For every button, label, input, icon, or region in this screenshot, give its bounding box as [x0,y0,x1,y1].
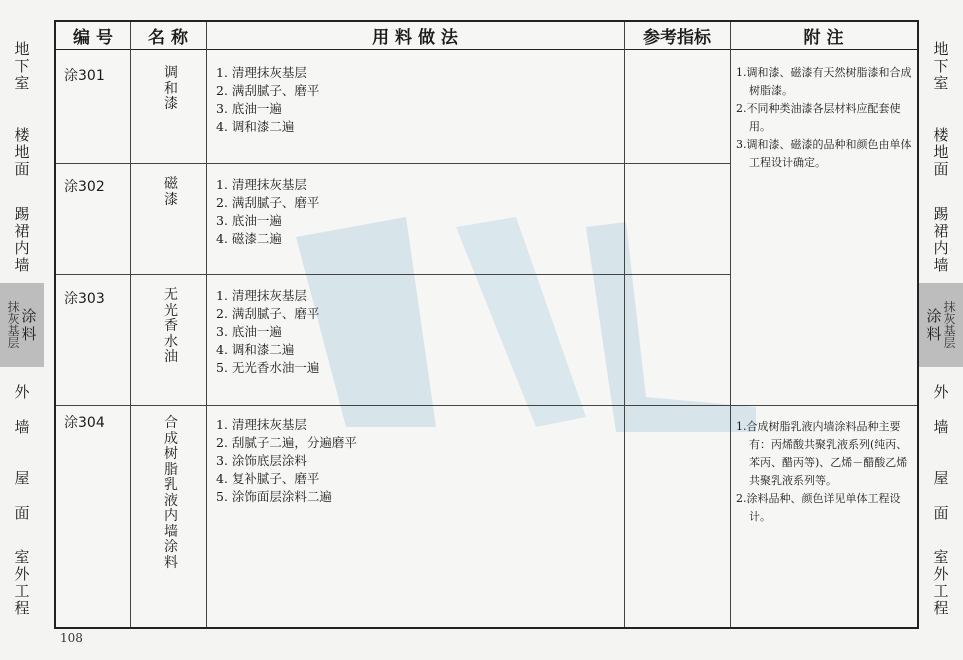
header-method: 用 料 做 法 [206,22,624,50]
watermark-graphic [286,197,766,437]
side-tab-coating-label: 涂 料 [21,307,37,343]
row-divider [56,405,917,406]
side-tab-exterior-wall[interactable]: 外 墙 [14,383,30,436]
row-steps: 1. 清理抹灰基层 2. 满刮腻子、磨平 3. 底油一遍 4. 磁漆二遍 [216,177,320,246]
side-tab-roof-right[interactable]: 屋 面 [933,469,949,522]
row-steps: 1. 清理抹灰基层 2. 满刮腻子、磨平 3. 底油一遍 4. 调和漆二遍 5. 无光香水油一遍 [216,288,320,375]
side-tab-roof[interactable]: 屋 面 [14,469,30,522]
row-notes: 1.调和漆、磁漆有天然树脂漆和合成树脂漆。 2.不同种类油漆各层材料应配套使用。 3.调和漆、磁漆的品种和颜色由单体工程设计确定。 [736,66,912,169]
side-tab-dado-interior-wall-right[interactable]: 踢 裙 内 墙 [933,205,949,274]
row-name: 调 和 漆 [164,65,178,112]
row-name: 无 光 香 水 油 [164,287,178,365]
side-tab-coating-active[interactable] [0,283,44,367]
column-divider [730,22,731,627]
column-divider [130,22,131,627]
coating-spec-table [54,20,919,629]
column-divider [206,22,207,627]
row-code: 涂302 [64,179,105,195]
row-divider [56,163,730,164]
left-sidebar [0,0,44,630]
side-tab-dado-interior-wall[interactable]: 踢 裙 内 墙 [14,205,30,274]
row-steps: 1. 清理抹灰基层 2. 满刮腻子、磨平 3. 底油一遍 4. 调和漆二遍 [216,65,320,134]
column-divider [624,22,625,627]
right-sidebar [919,0,963,630]
side-tab-coating-label-right: 涂 料 [926,307,942,343]
row-steps: 1. 清理抹灰基层 2. 刮腻子二遍，分遍磨平 3. 涂饰底层涂料 4. 复补腻子、磨平 5. 涂饰面层涂料二遍 [216,417,357,504]
side-tab-basement-right[interactable]: 地 下 室 [933,39,949,92]
header-reference: 参考指标 [624,22,730,50]
header-notes: 附 注 [730,22,917,50]
row-code: 涂304 [64,415,105,431]
side-tab-exterior-wall-right[interactable]: 外 墙 [933,383,949,436]
side-tab-basement[interactable]: 地 下 室 [14,39,30,92]
side-tab-plaster-base-label-right: 抹 灰 基 层 [943,300,956,350]
side-tab-outdoor-works[interactable]: 室 外 工 程 [14,548,30,617]
row-code: 涂301 [64,68,105,84]
side-tab-outdoor-works-right[interactable]: 室 外 工 程 [933,548,949,617]
row-divider [56,274,730,275]
row-name: 合 成 树 脂 乳 液 内 墙 涂 料 [164,415,178,571]
header-name: 名 称 [130,22,206,50]
row-notes: 1.合成树脂乳液内墙涂料品种主要有：丙烯酸共聚乳液系列(纯丙、苯丙、醋丙等)、乙烯－醋酸乙烯共聚乳液系列等。 2.涂料品种、颜色详见单体工程设计。 [736,420,908,523]
side-tab-floor[interactable]: 楼 地 面 [14,125,30,178]
side-tab-floor-right[interactable]: 楼 地 面 [933,125,949,178]
page-number: 108 [60,631,83,645]
side-tab-plaster-base-label: 抹 灰 基 层 [7,300,20,350]
header-code: 编 号 [56,22,130,50]
row-code: 涂303 [64,291,105,307]
row-name: 磁 漆 [164,176,178,208]
side-tab-coating-active-right[interactable] [919,283,963,367]
